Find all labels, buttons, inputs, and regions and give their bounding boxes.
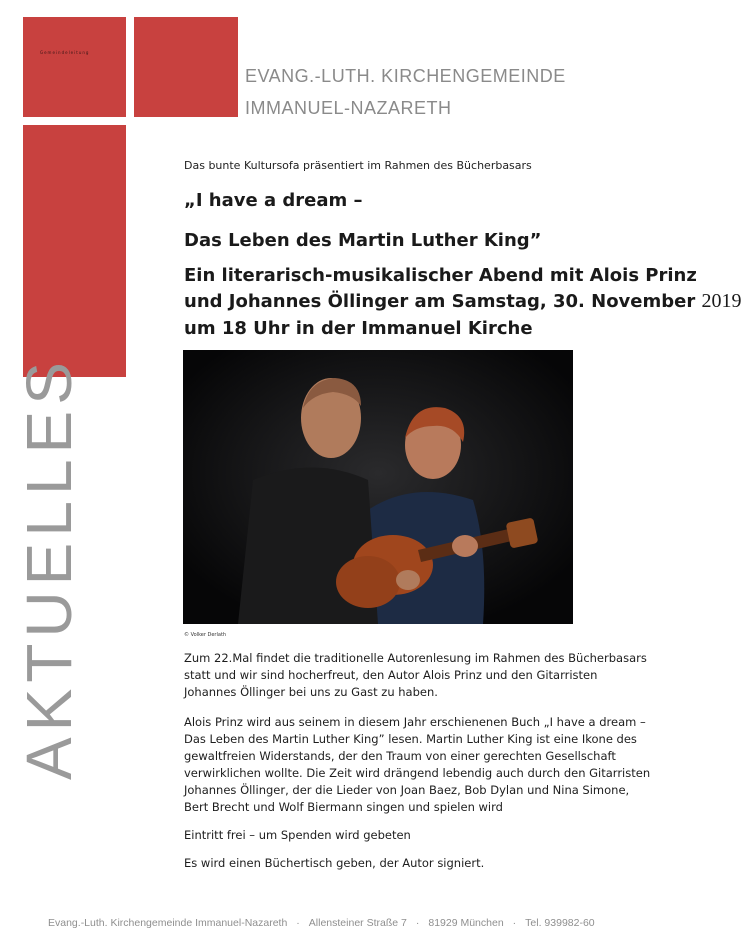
event-photo <box>183 350 573 624</box>
event-subtitle-date: und Johannes Öllinger am Samstag, 30. November <box>184 291 696 312</box>
paragraph-line: verwirklichen wollte. Die Zeit wird drängend lebendig auch durch den Gitarristen <box>184 766 651 780</box>
event-subtitle-line3: um 18 Uhr in der Immanuel Kirche <box>184 318 533 339</box>
paragraph-line: Zum 22.Mal findet die traditionelle Autorenlesung im Rahmen des Bücherbasars <box>184 651 647 665</box>
logo-block-top-right <box>134 17 238 117</box>
church-name-line1: EVANG.-LUTH. KIRCHENGEMEINDE <box>245 66 566 86</box>
body-paragraph-booktable <box>184 855 654 872</box>
footer-city: 81929 München <box>428 917 504 929</box>
footer-org: Evang.-Luth. Kirchengemeinde Immanuel-Nazareth <box>48 917 288 929</box>
footer-separator: · <box>415 917 420 929</box>
church-name-line2: IMMANUEL-NAZARETH <box>245 98 452 118</box>
body-paragraph-2 <box>184 714 654 816</box>
paragraph-line: Bert Brecht und Wolf Biermann singen und spielen wird <box>184 800 503 814</box>
paragraph-line: Johannes Öllinger bei uns zu Gast zu haben. <box>184 685 438 699</box>
paragraph-line: statt und wir sind hocherfreut, den Autor Alois Prinz und den Gitarristen <box>184 668 598 682</box>
paragraph-line: Es wird einen Büchertisch geben, der Autor signiert. <box>184 856 485 870</box>
section-title-vertical: AKTUELLES <box>13 356 85 780</box>
footer-street: Allensteiner Straße 7 <box>308 917 407 929</box>
event-subtitle-line1: Ein literarisch-musikalischer Abend mit Alois Prinz <box>184 265 697 286</box>
photo-credit: © Volker Derlath <box>184 632 227 638</box>
paragraph-line: Alois Prinz wird aus seinem in diesem Jahr erschienenen Buch „I have a dream – <box>184 715 646 729</box>
body-paragraph-admission <box>184 827 654 844</box>
footer-separator: · <box>296 917 300 929</box>
event-subtitle-year: 2019 <box>701 290 742 312</box>
event-subtitle-line2 <box>184 290 742 313</box>
paragraph-line: Eintritt frei – um Spenden wird gebeten <box>184 828 411 842</box>
footer-address <box>48 917 595 929</box>
logo-caption: Gemeindeleitung <box>40 50 90 55</box>
event-intro: Das bunte Kultursofa präsentiert im Rahmen des Bücherbasars <box>184 159 532 172</box>
footer-separator: · <box>512 917 517 929</box>
footer-phone: Tel. 939982-60 <box>525 917 595 929</box>
event-title-line1: „I have a dream – <box>184 190 363 211</box>
paragraph-line: Johannes Öllinger, der die Lieder von Joan Baez, Bob Dylan und Nina Simone, <box>184 783 630 797</box>
event-title-line2: Das Leben des Martin Luther King” <box>184 230 542 251</box>
paragraph-line: Das Leben des Martin Luther King” lesen. Martin Luther King ist eine Ikone des <box>184 732 637 746</box>
logo-block-top-left <box>23 17 126 117</box>
photo-illustration <box>183 350 573 624</box>
body-paragraph-1 <box>184 650 654 701</box>
paragraph-line: gewaltfreien Widerstands, der den Traum von einer gerechten Gesellschaft <box>184 749 616 763</box>
